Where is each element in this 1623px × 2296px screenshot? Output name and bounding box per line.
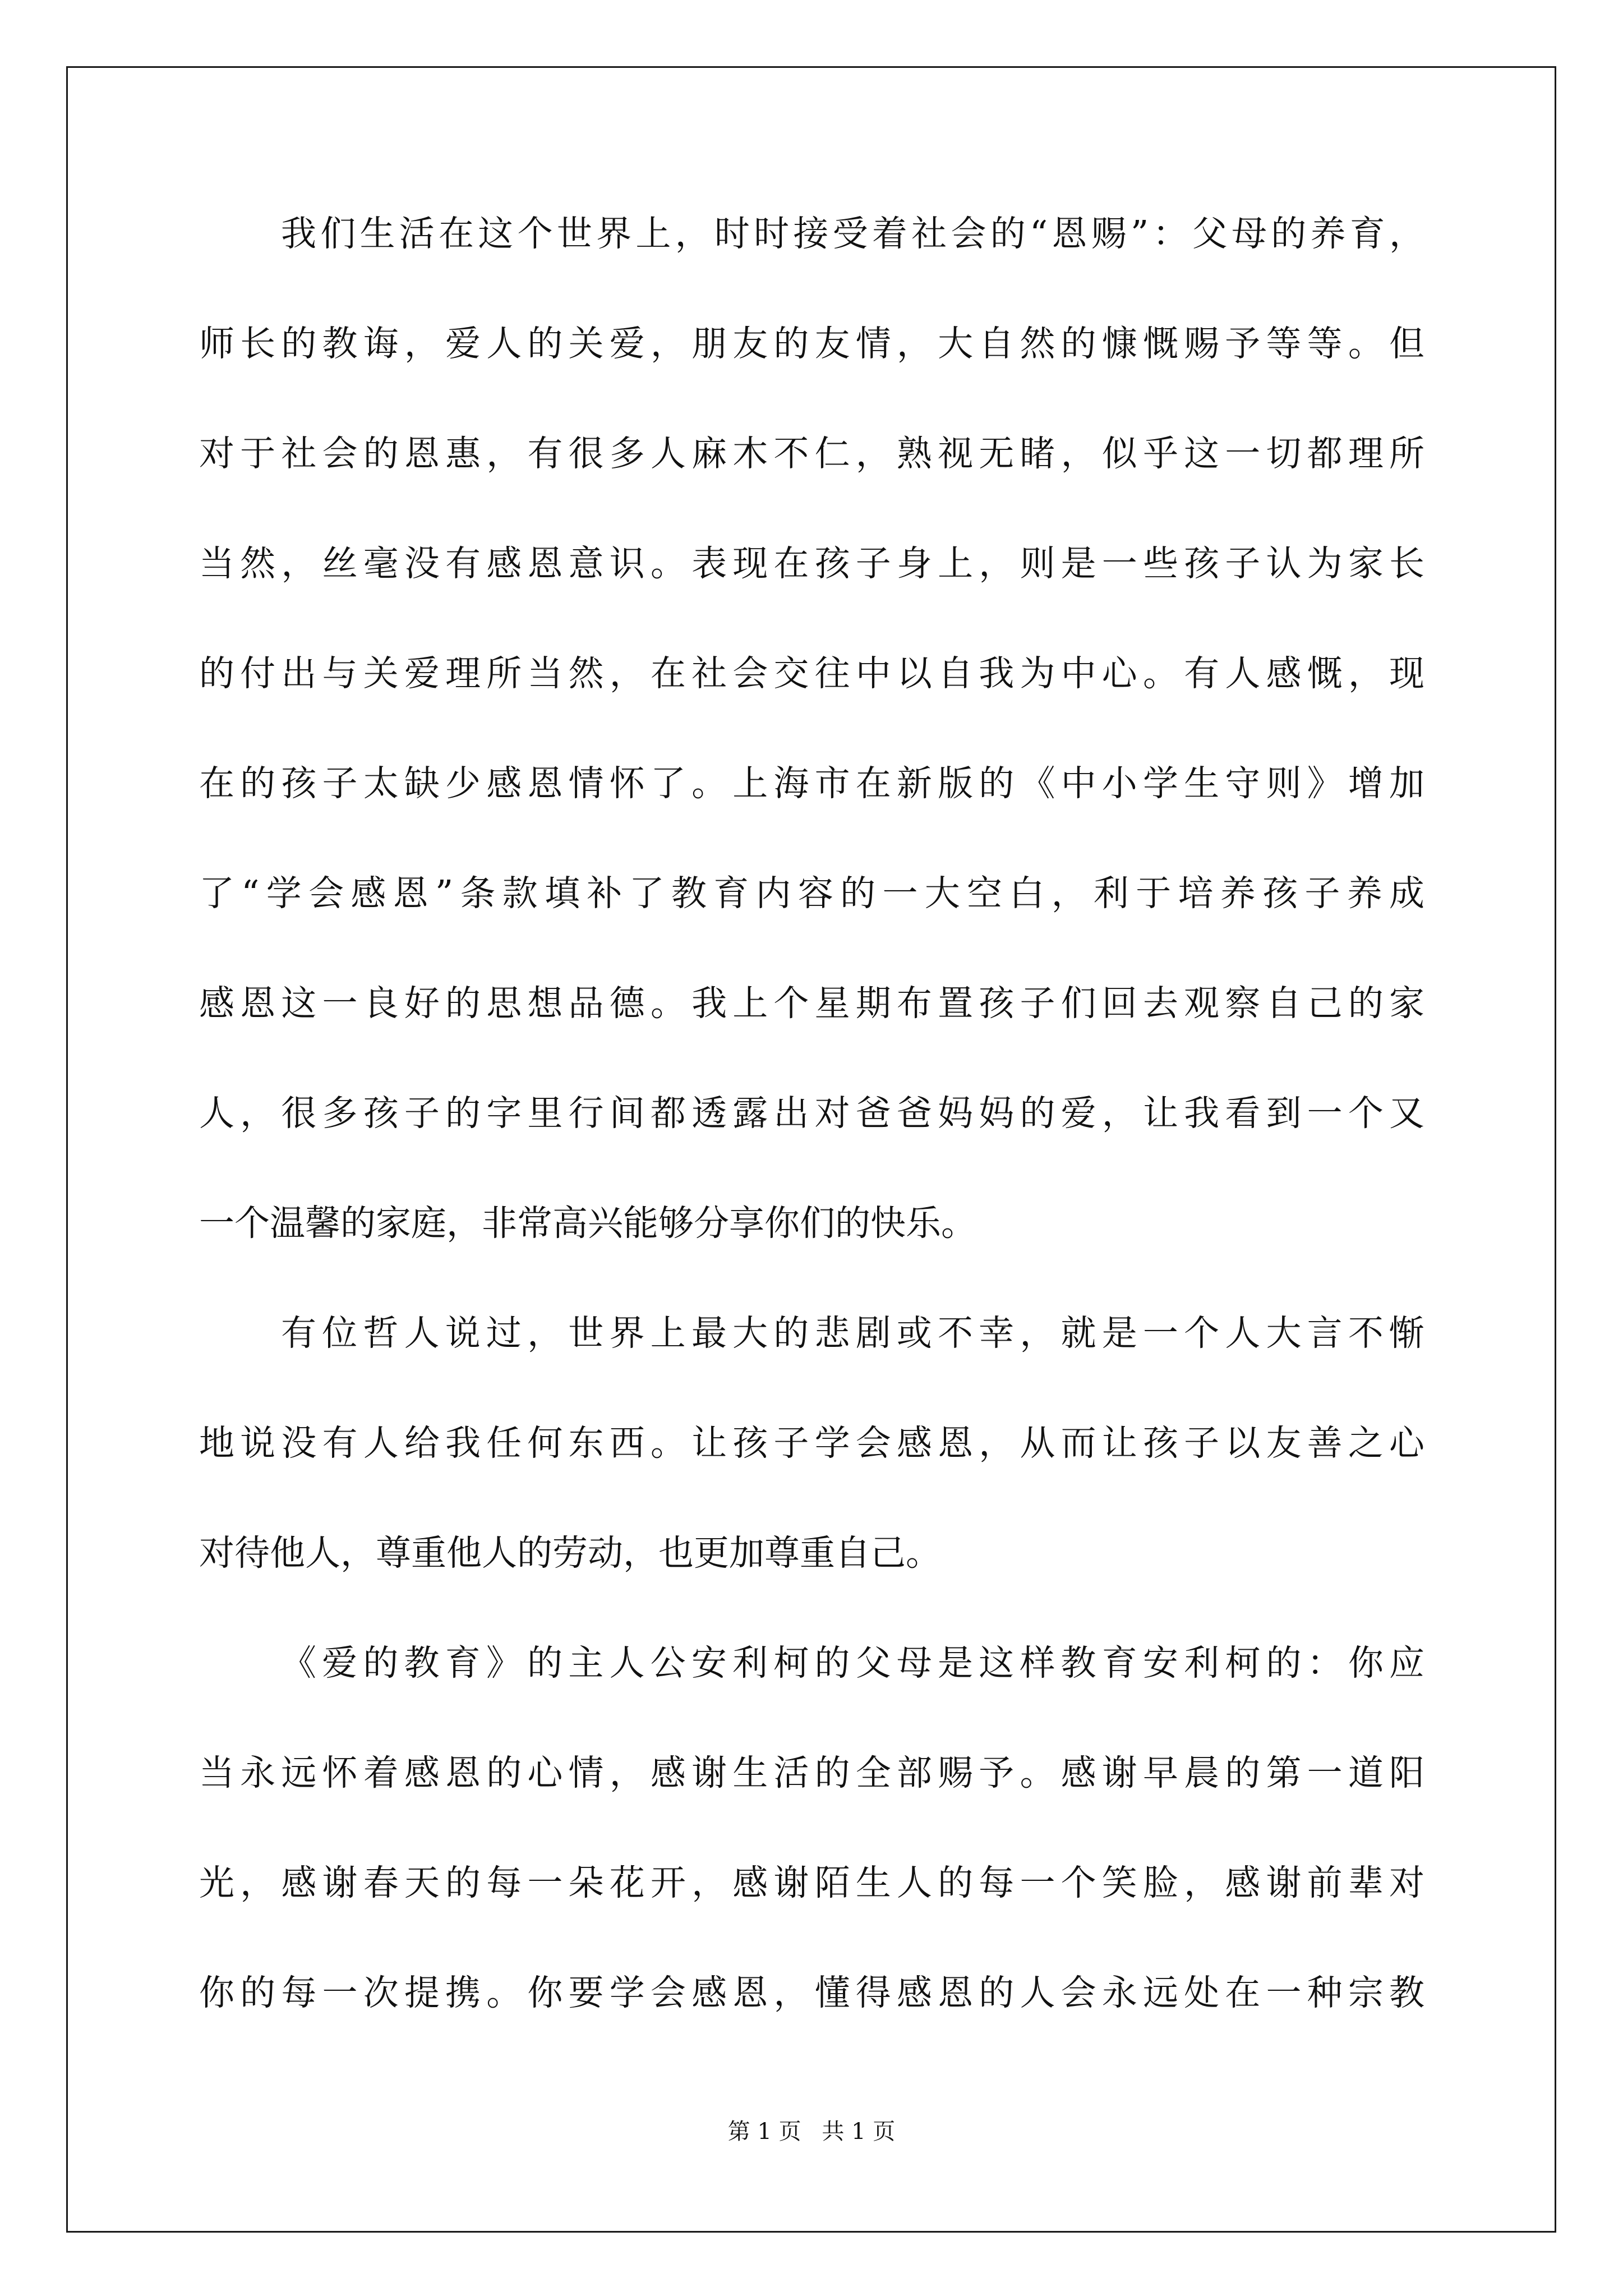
paragraph-3-line-1: 《爱的教育》的主人公安利柯的父母是这样教育安利柯的：你应 [281, 1642, 1424, 1683]
paragraph-3-line-3: 光，感谢春天的每一朵花开，感谢陌生人的每一个笑脸，感谢前辈对 [199, 1862, 1424, 1903]
paragraph-1-line-7: 了“学会感恩”条款填补了教育内容的一大空白，利于培养孩子养成 [199, 873, 1424, 914]
paragraph-1-line-1: 我们生活在这个世界上，时时接受着社会的“恩赐”：父母的养育， [281, 213, 1424, 254]
paragraph-1-line-10: 一个温馨的家庭，非常高兴能够分享你们的快乐。 [199, 1203, 976, 1244]
paragraph-1-line-8: 感恩这一良好的思想品德。我上个星期布置孩子们回去观察自己的家 [199, 983, 1424, 1024]
page-footer [0, 2114, 1623, 2146]
paragraph-2-line-3: 对待他人，尊重他人的劳动，也更加尊重自己。 [199, 1533, 941, 1573]
paragraph-1-line-2: 师长的教诲，爱人的关爱，朋友的友情，大自然的慷慨赐予等等。但 [199, 323, 1424, 364]
paragraph-1-line-4: 当然，丝毫没有感恩意识。表现在孩子身上，则是一些孩子认为家长 [199, 543, 1424, 584]
paragraph-1-line-5: 的付出与关爱理所当然，在社会交往中以自我为中心。有人感慨，现 [199, 653, 1424, 694]
paragraph-2-line-2: 地说没有人给我任何东西。让孩子学会感恩，从而让孩子以友善之心 [199, 1423, 1424, 1464]
paragraph-1-line-3: 对于社会的恩惠，有很多人麻木不仁，熟视无睹，似乎这一切都理所 [199, 433, 1424, 474]
paragraph-2-line-1: 有位哲人说过，世界上最大的悲剧或不幸，就是一个人大言不惭 [281, 1313, 1424, 1354]
paragraph-3-line-4: 你的每一次提携。你要学会感恩，懂得感恩的人会永远处在一种宗教 [199, 1972, 1424, 2013]
paragraph-1-line-9: 人，很多孩子的字里行间都透露出对爸爸妈妈的爱，让我看到一个又 [199, 1093, 1424, 1134]
page-number: 第 1 页 [727, 2119, 801, 2145]
paragraph-3-line-2: 当永远怀着感恩的心情，感谢生活的全部赐予。感谢早晨的第一道阳 [199, 1752, 1424, 1793]
paragraph-1-line-6: 在的孩子太缺少感恩情怀了。上海市在新版的《中小学生守则》增加 [199, 763, 1424, 804]
document-body [199, 213, 1424, 2085]
page-total: 共 1 页 [822, 2119, 896, 2145]
